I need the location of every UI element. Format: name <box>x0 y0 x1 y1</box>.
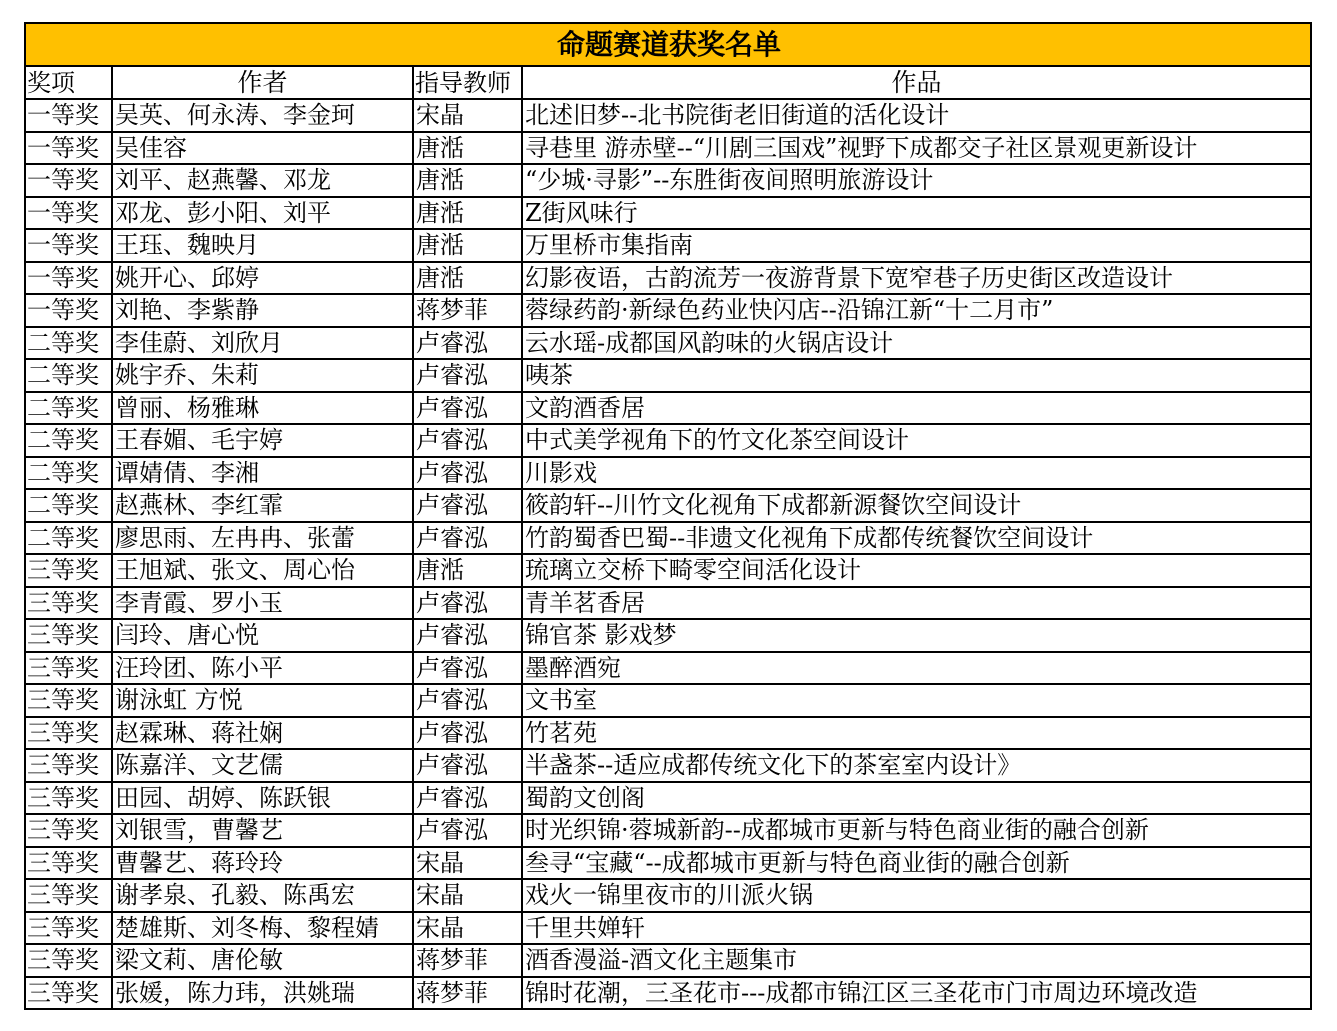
authors-cell: 曹馨艺、蒋玲玲 <box>112 847 413 880</box>
table-row <box>25 229 1311 262</box>
authors-cell: 刘银雪，曹馨艺 <box>112 814 413 847</box>
award-cell: 二等奖 <box>25 457 112 490</box>
teacher-cell: 卢睿泓 <box>413 619 522 652</box>
teacher-cell: 卢睿泓 <box>413 327 522 360</box>
header-row <box>25 66 1311 99</box>
authors-cell: 刘艳、李紫静 <box>112 294 413 327</box>
table-row <box>25 619 1311 652</box>
authors-cell: 刘平、赵燕馨、邓龙 <box>112 164 413 197</box>
award-list-table <box>24 22 1312 1010</box>
award-cell: 三等奖 <box>25 554 112 587</box>
teacher-cell: 宋晶 <box>413 912 522 945</box>
table-row <box>25 359 1311 392</box>
award-cell: 二等奖 <box>25 359 112 392</box>
table-row <box>25 294 1311 327</box>
teacher-cell: 卢睿泓 <box>413 684 522 717</box>
award-cell: 二等奖 <box>25 522 112 555</box>
work-cell: 蜀韵文创阁 <box>522 782 1311 815</box>
authors-cell: 曾丽、杨雅琳 <box>112 392 413 425</box>
table-row <box>25 489 1311 522</box>
award-cell: 三等奖 <box>25 684 112 717</box>
teacher-cell: 卢睿泓 <box>413 587 522 620</box>
award-cell: 三等奖 <box>25 782 112 815</box>
authors-cell: 陈嘉洋、文艺儒 <box>112 749 413 782</box>
teacher-cell: 卢睿泓 <box>413 717 522 750</box>
teacher-cell: 卢睿泓 <box>413 489 522 522</box>
authors-cell: 谢孝泉、孔毅、陈禹宏 <box>112 879 413 912</box>
table-row <box>25 944 1311 977</box>
authors-cell: 王旭斌、张文、周心怡 <box>112 554 413 587</box>
work-cell: 寻巷里 游赤壁--“川剧三国戏”视野下成都交子社区景观更新设计 <box>522 132 1311 165</box>
table-title: 命题赛道获奖名单 <box>25 23 1311 66</box>
work-cell: Z街风味行 <box>522 197 1311 230</box>
authors-cell: 李佳蔚、刘欣月 <box>112 327 413 360</box>
work-cell: “少城·寻影”--东胜街夜间照明旅游设计 <box>522 164 1311 197</box>
work-cell: 琉璃立交桥下畸零空间活化设计 <box>522 554 1311 587</box>
teacher-cell: 唐湉 <box>413 229 522 262</box>
work-cell: 云水瑶-成都国风韵味的火锅店设计 <box>522 327 1311 360</box>
table-row <box>25 717 1311 750</box>
authors-cell: 廖思雨、左冉冉、张蕾 <box>112 522 413 555</box>
work-cell: 文韵酒香居 <box>522 392 1311 425</box>
teacher-cell: 卢睿泓 <box>413 652 522 685</box>
table-row <box>25 814 1311 847</box>
table-row <box>25 879 1311 912</box>
teacher-cell: 卢睿泓 <box>413 392 522 425</box>
table-row <box>25 457 1311 490</box>
table-row <box>25 392 1311 425</box>
award-cell: 二等奖 <box>25 489 112 522</box>
authors-cell: 姚开心、邱婷 <box>112 262 413 295</box>
work-cell: 文书室 <box>522 684 1311 717</box>
teacher-cell: 卢睿泓 <box>413 424 522 457</box>
authors-cell: 赵霖琳、蒋社娴 <box>112 717 413 750</box>
teacher-cell: 宋晶 <box>413 879 522 912</box>
work-cell: 咦茶 <box>522 359 1311 392</box>
teacher-cell: 卢睿泓 <box>413 522 522 555</box>
table-row <box>25 847 1311 880</box>
teacher-cell: 唐湉 <box>413 197 522 230</box>
teacher-cell: 卢睿泓 <box>413 782 522 815</box>
table-row <box>25 164 1311 197</box>
work-cell: 墨醉酒宛 <box>522 652 1311 685</box>
award-cell: 三等奖 <box>25 879 112 912</box>
award-cell: 三等奖 <box>25 717 112 750</box>
authors-cell: 田园、胡婷、陈跃银 <box>112 782 413 815</box>
authors-cell: 姚宇乔、朱莉 <box>112 359 413 392</box>
table-row <box>25 262 1311 295</box>
award-cell: 三等奖 <box>25 587 112 620</box>
work-cell: 筱韵轩--川竹文化视角下成都新源餐饮空间设计 <box>522 489 1311 522</box>
teacher-cell: 唐湉 <box>413 262 522 295</box>
authors-cell: 吴佳容 <box>112 132 413 165</box>
award-cell: 三等奖 <box>25 652 112 685</box>
column-header-work: 作品 <box>522 66 1311 99</box>
teacher-cell: 蒋梦菲 <box>413 944 522 977</box>
authors-cell: 邓龙、彭小阳、刘平 <box>112 197 413 230</box>
award-cell: 三等奖 <box>25 912 112 945</box>
teacher-cell: 唐湉 <box>413 164 522 197</box>
award-cell: 三等奖 <box>25 619 112 652</box>
award-cell: 三等奖 <box>25 814 112 847</box>
authors-cell: 张媛，陈力玮，洪姚瑞 <box>112 977 413 1010</box>
table-row <box>25 977 1311 1010</box>
table-row <box>25 749 1311 782</box>
award-cell: 一等奖 <box>25 132 112 165</box>
table-row <box>25 522 1311 555</box>
work-cell: 时光织锦·蓉城新韵--成都城市更新与特色商业街的融合创新 <box>522 814 1311 847</box>
award-cell: 一等奖 <box>25 164 112 197</box>
table-body <box>25 99 1311 1009</box>
work-cell: 叁寻“宝藏“--成都城市更新与特色商业街的融合创新 <box>522 847 1311 880</box>
authors-cell: 李青霞、罗小玉 <box>112 587 413 620</box>
authors-cell: 吴英、何永涛、李金珂 <box>112 99 413 132</box>
authors-cell: 赵燕林、李红霏 <box>112 489 413 522</box>
teacher-cell: 卢睿泓 <box>413 749 522 782</box>
work-cell: 竹韵蜀香巴蜀--非遗文化视角下成都传统餐饮空间设计 <box>522 522 1311 555</box>
teacher-cell: 卢睿泓 <box>413 814 522 847</box>
table-row <box>25 132 1311 165</box>
teacher-cell: 蒋梦菲 <box>413 294 522 327</box>
work-cell: 万里桥市集指南 <box>522 229 1311 262</box>
table-row <box>25 652 1311 685</box>
work-cell: 戏火一锦里夜市的川派火锅 <box>522 879 1311 912</box>
award-cell: 三等奖 <box>25 749 112 782</box>
work-cell: 中式美学视角下的竹文化茶空间设计 <box>522 424 1311 457</box>
column-header-authors: 作者 <box>112 66 413 99</box>
table-row <box>25 327 1311 360</box>
award-cell: 三等奖 <box>25 944 112 977</box>
award-cell: 一等奖 <box>25 197 112 230</box>
work-cell: 锦时花潮，三圣花市---成都市锦江区三圣花市门市周边环境改造 <box>522 977 1311 1010</box>
table-row <box>25 197 1311 230</box>
work-cell: 竹茗苑 <box>522 717 1311 750</box>
column-header-award: 奖项 <box>25 66 112 99</box>
teacher-cell: 宋晶 <box>413 847 522 880</box>
authors-cell: 王春媚、毛宇婷 <box>112 424 413 457</box>
work-cell: 青羊茗香居 <box>522 587 1311 620</box>
award-cell: 二等奖 <box>25 424 112 457</box>
teacher-cell: 卢睿泓 <box>413 359 522 392</box>
authors-cell: 汪玲团、陈小平 <box>112 652 413 685</box>
table-row <box>25 554 1311 587</box>
authors-cell: 王珏、魏映月 <box>112 229 413 262</box>
award-cell: 一等奖 <box>25 99 112 132</box>
work-cell: 蓉绿药韵·新绿色药业快闪店--沿锦江新“十二月市” <box>522 294 1311 327</box>
award-cell: 三等奖 <box>25 977 112 1010</box>
authors-cell: 闫玲、唐心悦 <box>112 619 413 652</box>
work-cell: 半盏茶--适应成都传统文化下的茶室室内设计》 <box>522 749 1311 782</box>
award-cell: 二等奖 <box>25 327 112 360</box>
table-row <box>25 424 1311 457</box>
award-cell: 一等奖 <box>25 262 112 295</box>
table-row <box>25 782 1311 815</box>
authors-cell: 梁文莉、唐伦敏 <box>112 944 413 977</box>
award-cell: 二等奖 <box>25 392 112 425</box>
table-row <box>25 99 1311 132</box>
teacher-cell: 宋晶 <box>413 99 522 132</box>
award-cell: 三等奖 <box>25 847 112 880</box>
award-cell: 一等奖 <box>25 229 112 262</box>
teacher-cell: 唐湉 <box>413 132 522 165</box>
teacher-cell: 蒋梦菲 <box>413 977 522 1010</box>
teacher-cell: 卢睿泓 <box>413 457 522 490</box>
work-cell: 千里共婵轩 <box>522 912 1311 945</box>
work-cell: 川影戏 <box>522 457 1311 490</box>
table-row <box>25 587 1311 620</box>
title-row <box>25 23 1311 66</box>
authors-cell: 谢泳虹 方悦 <box>112 684 413 717</box>
award-cell: 一等奖 <box>25 294 112 327</box>
table-row <box>25 912 1311 945</box>
table-row <box>25 684 1311 717</box>
work-cell: 酒香漫溢-酒文化主题集市 <box>522 944 1311 977</box>
authors-cell: 谭婧倩、李湘 <box>112 457 413 490</box>
teacher-cell: 唐湉 <box>413 554 522 587</box>
work-cell: 锦官茶 影戏梦 <box>522 619 1311 652</box>
authors-cell: 楚雄斯、刘冬梅、黎程婧 <box>112 912 413 945</box>
work-cell: 北述旧梦--北书院街老旧街道的活化设计 <box>522 99 1311 132</box>
column-header-teacher: 指导教师 <box>413 66 522 99</box>
work-cell: 幻影夜语，古韵流芳一夜游背景下宽窄巷子历史街区改造设计 <box>522 262 1311 295</box>
